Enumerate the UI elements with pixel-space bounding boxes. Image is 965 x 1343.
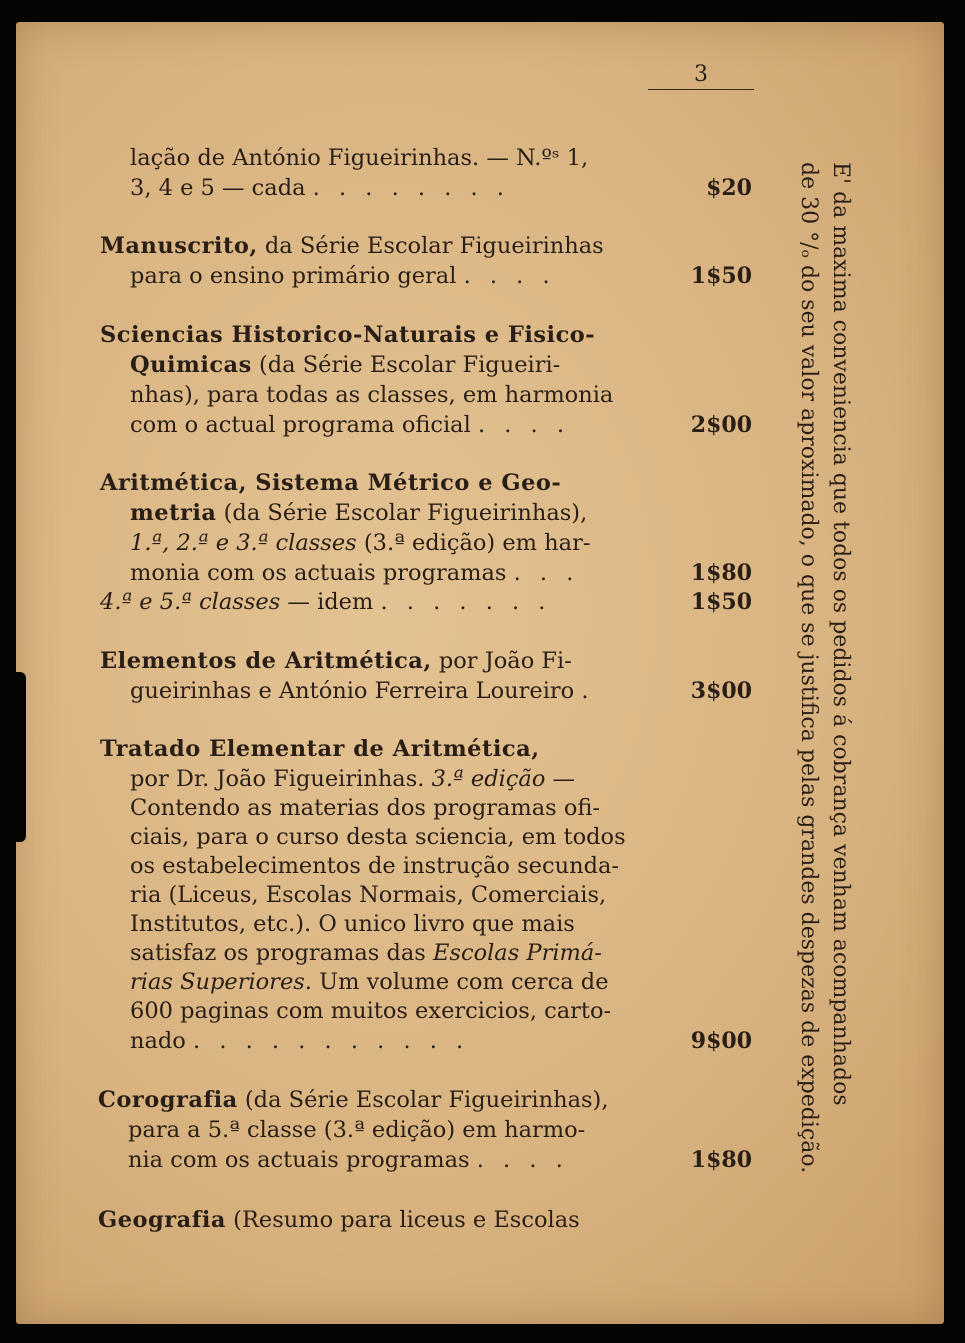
- entry-4-line-5: 4.ª e 5.ª classes — idem . . . . . . .: [100, 589, 552, 615]
- entry-3-title: Sciencias Historico-Naturais e Fisico-: [100, 322, 596, 348]
- entry-6-line-11: nado . . . . . . . . . . .: [130, 1028, 470, 1054]
- entry-5-title: Elementos de Aritmética,: [100, 648, 432, 674]
- entry-5-line-1: Elementos de Aritmética, por João Fi-: [100, 648, 572, 674]
- entry-3-line-2: Quimicas (da Série Escolar Figueiri-: [130, 352, 561, 378]
- side-note-line-2: de 30 °/ₒ do seu valor aproximado, o que se justifica pelas grandes despezas de expedição.: [796, 162, 821, 1174]
- entry-2-title: Manuscrito,: [100, 233, 258, 259]
- entry-6-line-7: Institutos, etc.). O unico livro que mais: [130, 911, 575, 937]
- entry-8-title: Geografia: [98, 1207, 227, 1233]
- entry-2-line-1: Manuscrito, da Série Escolar Figueirinhas: [100, 233, 604, 259]
- entry-7-line-3: nia com os actuais programas . . . .: [128, 1147, 569, 1173]
- entry-4-line-3: 1.ª, 2.ª e 3.ª classes (3.ª edição) em har-: [130, 530, 591, 556]
- side-note: [791, 162, 861, 1262]
- entry-3-line-3: nhas), para todas as classes, em harmonia: [130, 382, 614, 408]
- entry-4-price-1: 1$80: [690, 560, 752, 586]
- entry-6-line-5: os estabelecimentos de instrução secunda-: [130, 853, 619, 879]
- entry-7-line-1: Corografia (da Série Escolar Figueirinhas),: [98, 1087, 609, 1113]
- entry-6-line-2: por Dr. João Figueirinhas. 3.ª edição —: [130, 766, 576, 792]
- entry-3-line-4: com o actual programa oficial . . . .: [130, 412, 571, 438]
- entry-6-line-9: rias Superiores. Um volume com cerca de: [130, 969, 609, 995]
- entry-7-price: 1$80: [690, 1147, 752, 1173]
- entry-6-price: 9$00: [690, 1028, 752, 1054]
- entry-8-line-1: Geografia (Resumo para liceus e Escolas: [98, 1207, 580, 1233]
- book-page: [16, 22, 944, 1324]
- entry-6-line-10: 600 paginas com muitos exercicios, carto-: [130, 998, 612, 1024]
- entry-6-line-3: Contendo as materias dos programas ofi-: [130, 795, 601, 821]
- entry-5-line-2: gueirinhas e António Ferreira Loureiro .: [130, 678, 589, 704]
- entry-6-line-8: satisfaz os programas das Escolas Primá-: [130, 940, 602, 966]
- entry-6-line-6: ria (Liceus, Escolas Normais, Comerciais,: [130, 882, 607, 908]
- entry-1-line-2: 3, 4 e 5 — cada . . . . . . . .: [130, 175, 510, 201]
- entry-1-price: $20: [706, 175, 752, 201]
- entry-6-title: Tratado Elementar de Aritmética,: [100, 736, 540, 762]
- entry-2-line-2: para o ensino primário geral . . . .: [130, 263, 556, 289]
- entry-2-price: 1$50: [690, 263, 752, 289]
- side-note-line-1: E' da maxima conveniencia que todos os pedidos á cobrança venham acompanhados: [828, 162, 853, 1106]
- entry-3-price: 2$00: [690, 412, 752, 438]
- entry-4-line-4: monia com os actuais programas . . .: [130, 560, 580, 586]
- entry-1-line-1: lação de António Figueirinhas. — N.ºˢ 1,: [130, 145, 589, 171]
- entry-6-line-4: ciais, para o curso desta sciencia, em todos: [130, 824, 626, 850]
- entry-4-price-2: 1$50: [690, 589, 752, 615]
- catalog-list: [16, 22, 766, 1324]
- page-number: 3: [648, 62, 754, 90]
- entry-4-title: Aritmética, Sistema Métrico e Geo-: [100, 470, 562, 496]
- entry-5-price: 3$00: [690, 678, 752, 704]
- entry-7-line-2: para a 5.ª classe (3.ª edição) em harmo-: [128, 1117, 586, 1143]
- entry-7-title: Corografia: [98, 1087, 238, 1113]
- entry-4-line-2: metria (da Série Escolar Figueirinhas),: [130, 500, 588, 526]
